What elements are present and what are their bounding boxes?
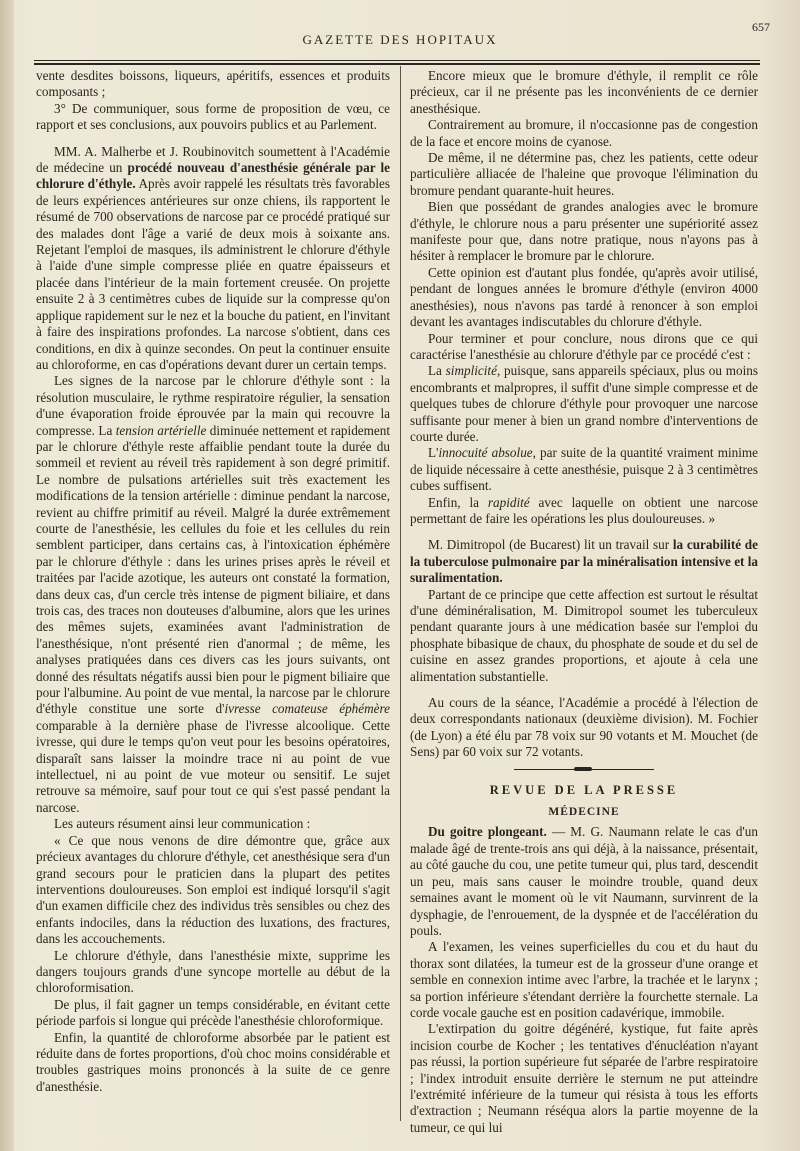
right-column (410, 68, 759, 1135)
bold-title: Du goitre plongeant. (428, 824, 547, 840)
paragraph: Bien que possédant de grandes analogies avec le bromure d'éthyle, le chlorure nous a paru présenter une supériorité assez manifeste pour que, dans notre pratique, nous n'ayons pas à hésiter à remplacer le bromure par le chlorure. (410, 199, 758, 264)
section-title: REVUE DE LA PRESSE (489, 782, 679, 797)
paragraph: Pour terminer et pour conclure, nous dirons que ce qui caractérise l'anesthésie au chlorure d'éthyle par ce procédé c'est : (410, 330, 758, 362)
paragraph: Le chlorure d'éthyle, dans l'anesthésie mixte, supprime les dangers toujours grands d'une syncope mortelle au début de la chloroformisation. (36, 947, 390, 996)
paragraph: MM. A. Malherbe et J. Roubinovitch soumettent à l'Académie de médecine un procédé nouveau d'anesthésie générale par le chlorure d'éthyle. Après avoir rappelé les résultats très favorables de leurs expériences antérieures sur onze chiens, ils rapportent le résumé de 700 observations de narcose par ce procédé pratiqué sur des malades dont l'âge a varié de deux mois à soixante ans. Rejetant l'emploi de masques, ils administrent le chlorure d'éthyle à l'aide d'une simple compresse pliée en quatre épaisseurs et placée dans l'intérieur de la main fortement creusée. On projette ensuite 2 à 3 centimètres cubes de liquide sur la compresse qu'on applique rapidement sur le nez et la bouche du patient, en l'invitant à faire des inspirations profondes. La narcose s'obtient, dans ces conditions, en dix à quinze secondes. On peut la continuer ensuite au chloroforme, en cas d'opérations devant durer un certain temps. (36, 143, 390, 372)
paragraph: A l'examen, les veines superficielles du cou et du haut du thorax sont dilatées, la tumeur est de la grosseur d'une orange et semble en connexion intime avec l'arbre, la trachée et le larynx ; sa portion inférieure s'étendant derrière la fourchette sternale. La corde vocale gauche est en position cadavérique, immobile. (410, 939, 758, 1020)
paragraph: Cette opinion est d'autant plus fondée, qu'après avoir utilisé, pendant de longues années le bromure d'éthyle (environ 4000 anesthésies), nous n'avons pas tardé à renoncer à son emploi devant les avantages indiscutables du chlorure d'éthyle. (410, 264, 758, 330)
paragraph: La simplicité, puisque, sans appareils spéciaux, plus ou moins encombrants et malpropres, il suffit d'une simple compresse et de quelques tubes de chlorure d'éthyle pour provoquer une narcose suffisante pour mener à bien un grand nombre d'interventions de courte durée. (410, 363, 758, 444)
section-separator-rule (514, 769, 654, 770)
paragraph: vente desdites boissons, liqueurs, apéritifs, essences et produits composants ; (36, 68, 390, 100)
page-number: 657 (752, 20, 770, 34)
paragraph: Au cours de la séance, l'Académie a procédé à l'élection de deux correspondants nationaux (deuxième division). M. Fochier (de Lyon) a été élu par 78 voix sur 90 votants et M. Mouchet (de Sens) par 60 voix sur 72 votants. (410, 695, 758, 760)
bold-title: procédé nouveau d'anesthésie générale par le chlorure d'éthyle. (36, 160, 390, 192)
page-binding-edge (0, 0, 14, 1151)
running-title: GAZETTE DES HOPITAUX (302, 32, 498, 47)
paragraph: Partant de ce principe que cette affection est surtout le résultat d'une déminéralisation, M. Dimitropol soumet les tuberculeux pendant quarante jours à une médication basée sur l'emploi du phosphate bibasique de chaux, du phosphate de soude et du sel de cuisine en assez grandes proportions, et ajoute à cela une alimentation substantielle. (410, 586, 758, 684)
header-rule-thick (34, 63, 760, 65)
paragraph: De plus, il fait gagner un temps considérable, en évitant cette période parfois si longue qui précède l'anesthésie chloroformique. (36, 996, 390, 1029)
paragraph: De même, il ne détermine pas, chez les patients, cette odeur particulière alliacée de l'haleine que provoque l'élimination du bromure pendant quarante-huit heures. (410, 150, 758, 198)
paragraph: Encore mieux que le bromure d'éthyle, il remplit ce rôle précieux, car il ne présente pas les inconvénients de ce dernier anesthésique. (410, 68, 758, 116)
subsection-title: MÉDECINE (548, 806, 620, 819)
paragraph: M. Dimitropol (de Bucarest) lit un travail sur la curabilité de la tuberculose pulmonaire par la minéralisation intensive et la suralimentation. (410, 537, 759, 586)
paragraph: Les auteurs résument ainsi leur communication : (54, 816, 311, 832)
paragraph: L'extirpation du goitre dégénéré, kystique, fut faite après incision courbe de Kocher ; les tentatives d'énucléation n'ayant pas réussi, la portion supérieure fut séparée de l'arbre respiratoire ; l'index introduit ensuite derrière le sternum ne put atteindre l'extrémité inférieure de la tumeur qui résista à tous les efforts d'extraction ; Neumann réséqua alors la partie moyenne de la tumeur, ce qui lui (410, 1021, 758, 1135)
bold-title: la curabilité de la tuberculose pulmonaire par la minéralisation intensive et la suralimentation. (410, 537, 759, 586)
paragraph: Du goitre plongeant. — M. G. Naumann relate le cas d'un malade âgé de trente-trois ans qui déjà, à la naissance, présentait, au côté gauche du cou, une petite tumeur qui, plus tard, descendit un peu, mais sans causer le moindre trouble, quand deux semaines avant le moment où le vit Naumann, survinrent de la dysphagie, de l'enrouement, de la dyspnée et de l'accélération du pouls. (410, 824, 758, 938)
paragraph: Enfin, la rapidité avec laquelle on obtient une narcose permettant de faire les opérations les plus douloureuses. » (410, 494, 758, 526)
page-header (30, 20, 770, 60)
paragraph: « Ce que nous venons de dire démontre que, grâce aux précieux avantages du chlorure d'éthyle, cet anesthésique sera d'un grand secours pour le praticien dans la plupart des petites interventions douloureuses. Son emploi est indiqué lorsqu'il s'agit d'un examen difficile chez des individus très sensibles ou chez des enfants indociles, dans la réduction des luxations, des fractures, dans les accouchements. (36, 832, 390, 947)
left-column (36, 68, 390, 1125)
paragraph: L'innocuité absolue, par suite de la quantité vraiment minime de liquide nécessaire à cette anesthésie, puisque 2 à 3 centimètres cubes suffisent. (410, 445, 758, 494)
paragraph: Les signes de la narcose par le chlorure d'éthyle sont : la résolution musculaire, le rythme respiratoire régulier, la sensation d'une évaporation froide éprouvée par la main qui recouvre la compresse. La tension artérielle diminuée nettement et rapidement par le chlorure d'éthyle reste affaiblie pendant toute la durée du sommeil et revient au réveil très rapidement à son degré primitif. Le nombre de pulsations artérielles suit très exactement les modifications de la tension artérielle : diminue pendant la narcose, revient au chiffre primitif au réveil. Malgré la durée extrêmement courte de l'anesthésie, les cellules du foie et les cellules du rein semblent participer, dans certains cas, à l'intoxication éphémère par le chlorure d'éthyle : dans les urines prises après le réveil et traitées par l'acide azotique, les auteurs ont constaté la formation, dans deux cas, d'un cercle très intense de pigment biliaire, et dans trois cas, des traces non douteuses d'albumine, alors que les urines des mêmes sujets, examinées avant l'administration de l'anesthésique, n'ont présenté rien d'anormal ; de même, les analyses pratiquées dans ces divers cas les jours suivants, ont donné des résultats négatifs aussi bien pour le pigment biliaire que pour l'albumine. Au point de vue mental, la narcose par le chlorure d'éthyle constitue une sorte d'ivresse comateuse éphémère comparable à la dernière phase de l'ivresse alcoolique. Cette ivresse, qui dure le temps qu'on veut pour les besoins opératoires, disparaît sans laisser la moindre trace ni au point de vue intellectuel, ni au point de vue moteur ou sensitif. Le sujet retrouve sa mémoire, sauf pour tout ce qui s'est passé pendant la narcose. (36, 373, 391, 815)
header-rule (34, 60, 760, 61)
paragraph: 3° De communiquer, sous forme de proposition de vœu, ce rapport et ses conclusions, aux pouvoirs publics et au Parlement. (36, 100, 390, 133)
paragraph: Contrairement au bromure, il n'occasionne pas de congestion de la face et encore moins de cyanose. (410, 117, 758, 149)
paragraph: Enfin, la quantité de chloroforme absorbée par le patient est réduite dans de fortes proportions, d'où choc moins considérable et troubles gastriques moins prononcés à la suite de ce genre d'anesthésie. (36, 1029, 390, 1094)
column-divider (400, 66, 401, 1121)
